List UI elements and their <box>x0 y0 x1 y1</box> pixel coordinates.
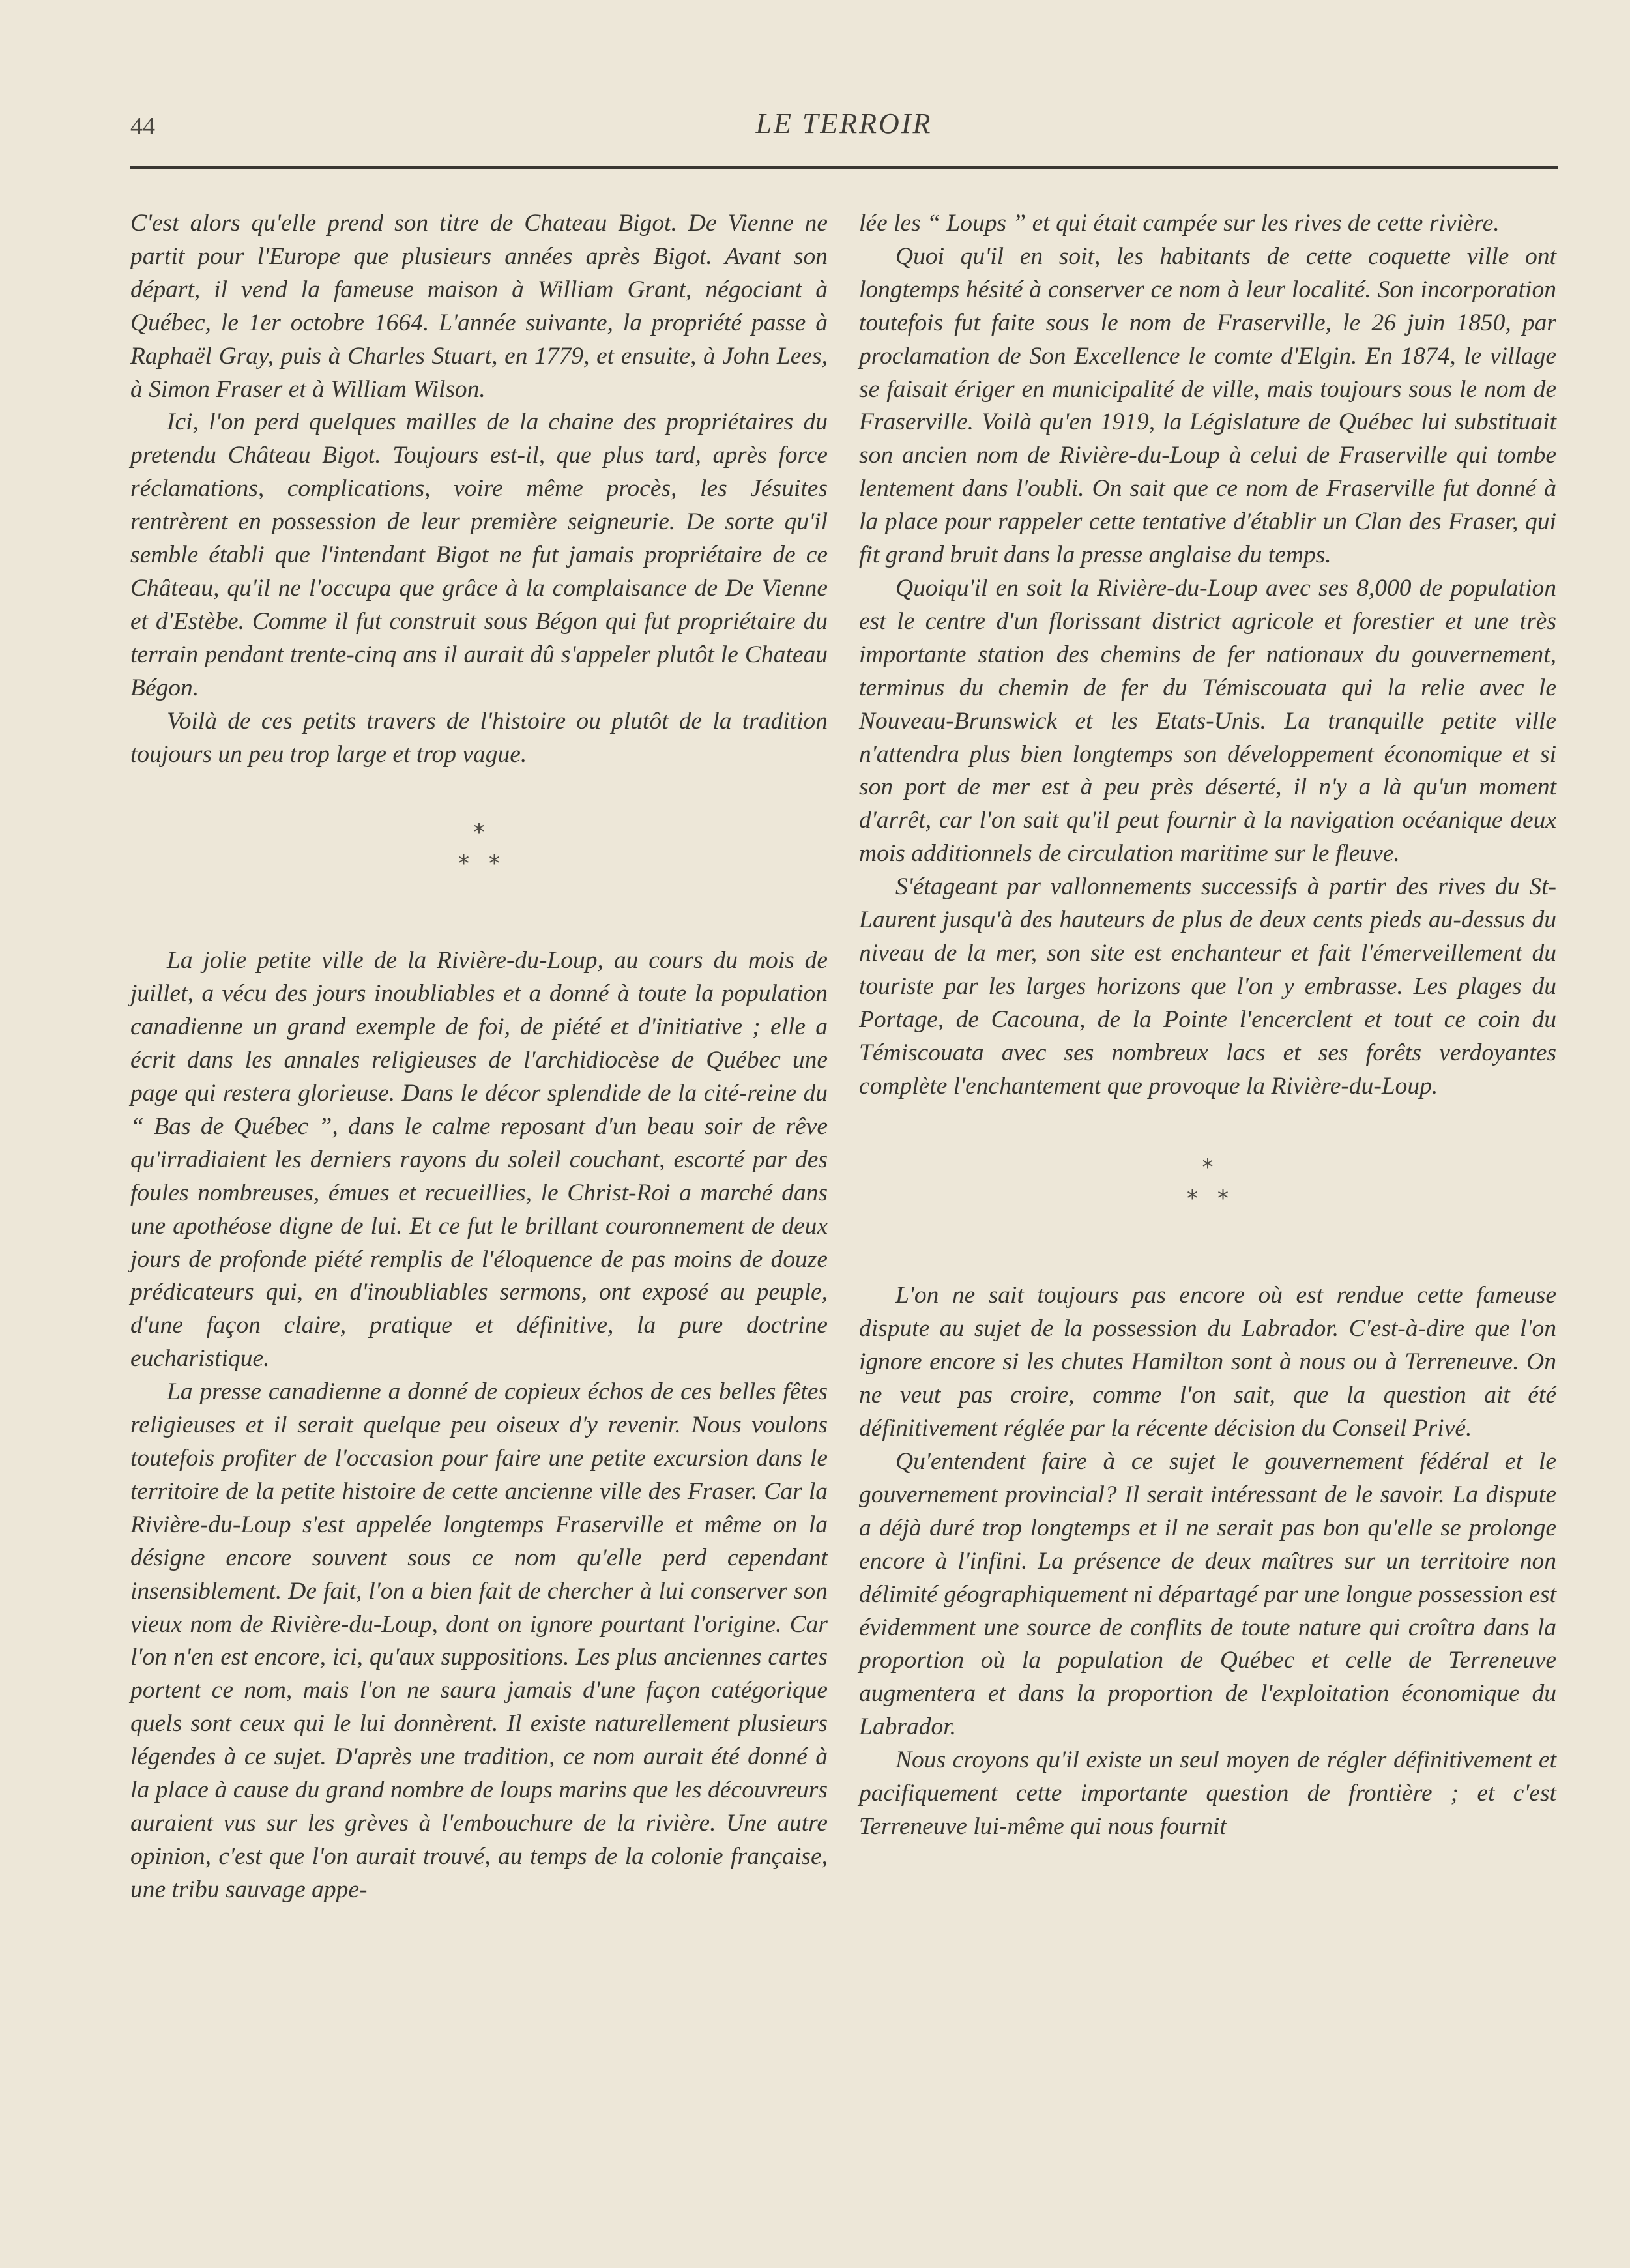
paragraph: lée les “ Loups ” et qui était campée sur les rives de cette rivière. <box>859 210 1500 237</box>
paragraph: Voilà de ces petits travers de l'histoire ou plutôt de la tradition toujours un peu trop large et trop vague. <box>130 707 828 768</box>
paragraph: Ici, l'on perd quelques mailles de la chaine des propriétaires du pretendu Château Bigot. Toujours est-il, que plus tard, après force réclamations, complications, voire même procès, les Jésuites rentrèrent en possession de leur première seigneurie. De sorte qu'il semble établi que l'intendant Bigot ne fut jamais propriétaire de ce Château, qu'il ne l'occupa que grâce à la complaisance de De Vienne et d'Estèbe. Comme il fut construit sous Bégon qui fut propriétaire du terrain pendant trente-cinq ans il aurait dû s'appeler plutôt le Chateau Bégon. <box>130 409 828 701</box>
right-column <box>859 207 1556 1844</box>
section-separator <box>859 1152 1556 1214</box>
paragraph: C'est alors qu'elle prend son titre de Chateau Bigot. De Vienne ne partit pour l'Europe que plusieurs années après Bigot. Avant son départ, il vend la fameuse maison à William Grant, négociant à Québec, le 1er octobre 1664. L'année suivante, la propriété passe à Raphaël Gray, puis à Charles Stuart, en 1779, et ensuite, à John Lees, à Simon Fraser et à William Wilson. <box>130 210 828 403</box>
paragraph: Nous croyons qu'il existe un seul moyen de régler définitivement et pacifiquement cette importante question de frontière ; et c'est Terreneuve lui-même qui nous fournit <box>859 1747 1556 1840</box>
section-separator <box>130 817 828 879</box>
page-number: 44 <box>130 113 155 140</box>
asterisk-bottom-left: * <box>458 850 469 877</box>
paragraph: Quoiqu'il en soit la Rivière-du-Loup avec ses 8,000 de population est le centre d'un florissant district agricole et forestier et une très importante station des chemins de fer nationaux du gouvernement, terminus du chemin de fer du Témiscouata qui la relie avec le Nouveau-Brunswick et les Etats-Unis. La tranquille petite ville n'attendra plus bien longtemps son développement économique et si son port de mer est à peu près déserté, il n'y a là qu'un moment d'arrêt, car l'on sait qu'il peut fournir à la navigation océanique deux mois additionnels de circulation maritime sur le fleuve. <box>859 574 1556 867</box>
running-title: LE TERROIR <box>755 108 933 139</box>
left-column <box>130 207 828 1907</box>
asterisk-bottom-left: * <box>1187 1185 1198 1212</box>
paragraph: Qu'entendent faire à ce sujet le gouvernement fédéral et le gouvernement provincial? Il serait intéressant de le savoir. La dispute a déjà duré trop longtemps et il ne serait pas bon qu'elle se prolonge encore à l'infini. La présence de deux maîtres sur un territoire non délimité géographiquement ni départagé par une longue possession est évidemment une source de conflits de toute nature qui croîtra dans la proportion où la population de Québec et celle de Terreneuve augmentera et dans la proportion de l'exploitation économique du Labrador. <box>859 1448 1556 1741</box>
paragraph: La presse canadienne a donné de copieux échos de ces belles fêtes religieuses et il serait quelque peu oiseux d'y revenir. Nous voulons toutefois profiter de l'occasion pour faire une petite excursion dans le territoire de la petite histoire de cette ancienne ville des Fraser. Car la Rivière-du-Loup s'est appelée longtemps Fraserville et même on la désigne encore souvent sous ce nom qu'elle perd cependant insensiblement. De fait, l'on a bien fait de chercher à lui conserver son vieux nom de Rivière-du-Loup, dont on ignore pourtant l'origine. Car l'on n'en est encore, ici, qu'aux suppositions. Les plus anciennes cartes portent ce nom, mais l'on ne saura jamais d'une façon catégorique quels sont ceux qui le lui donnèrent. Il existe naturellement plusieurs légendes à ce sujet. D'après une tradition, ce nom aurait été donné à la place à cause du grand nombre de loups marins que les découvreurs auraient vus sur les grèves à l'embouchure de la rivière. Une autre opinion, c'est que l'on aurait trouvé, au temps de la colonie française, une tribu sauvage appe- <box>130 1378 828 1903</box>
paragraph: Quoi qu'il en soit, les habitants de cette coquette ville ont longtemps hésité à conserver ce nom à leur localité. Son incorporation toutefois fut faite sous le nom de Fraserville, le 26 juin 1850, par proclamation de Son Excellence le comte d'Elgin. En 1874, le village se faisait ériger en municipalité de ville, mais toujours sous le nom de Fraserville. Voilà qu'en 1919, la Législature de Québec lui substituait son ancien nom de Rivière-du-Loup à celui de Fraserville qui tombe lentement dans l'oubli. On sait que ce nom de Fraserville fut donné à la place pour rappeler cette tentative d'établir un Clan des Fraser, qui fit grand bruit dans la presse anglaise du temps. <box>859 242 1556 569</box>
asterisk-top: * <box>1202 1154 1214 1181</box>
asterisk-top: * <box>473 819 485 846</box>
paragraph: L'on ne sait toujours pas encore où est rendue cette fameuse dispute au sujet de la possession du Labrador. C'est-à-dire que l'on ignore encore si les chutes Hamilton sont à nous ou à Terreneuve. On ne veut pas croire, comme l'on sait, que la question ait été définitivement réglée par la récente décision du Conseil Privé. <box>859 1282 1556 1442</box>
asterisk-row <box>130 848 828 879</box>
paragraph: S'étageant par vallonnements successifs à partir des rives du St-Laurent jusqu'à des hauteurs de plus de deux cents pieds au-dessus du niveau de la mer, son site est enchanteur et fait l'émerveillement du touriste par les larges horizons que l'on y embrasse. Les plages du Portage, de Cacouna, de la Pointe l'encerclent et tout ce coin du Témiscouata avec ses nombreux lacs et ses forêts verdoyantes complète l'enchantement que provoque la Rivière-du-Loup. <box>859 873 1556 1099</box>
asterisk-bottom-right: * <box>489 850 500 877</box>
header-rule <box>130 166 1558 169</box>
asterisk-bottom-right: * <box>1217 1185 1229 1212</box>
asterisk-row <box>859 1183 1556 1214</box>
paragraph: La jolie petite ville de la Rivière-du-Loup, au cours du mois de juillet, a vécu des jours inoubliables et a donné à toute la population canadienne un grand exemple de foi, de piété et d'initiative ; elle a écrit dans les annales religieuses de l'archidiocèse de Québec une page qui restera glorieuse. Dans le décor splendide de la cité-reine du “ Bas de Québec ”, dans le calme reposant d'un beau soir de rêve qu'irradiaient les derniers rayons du soleil couchant, escorté par des foules nombreuses, émues et recueillies, le Christ-Roi a marché dans une apothéose digne de lui. Et ce fut le brillant couronnement de deux jours de profonde piété remplis de l'éloquence de pas moins de douze prédicateurs qui, en d'inoubliables sermons, ont exposé au peuple, d'une façon claire, pratique et définitive, la pure doctrine eucharistique. <box>130 947 828 1373</box>
page-header <box>130 104 1558 150</box>
